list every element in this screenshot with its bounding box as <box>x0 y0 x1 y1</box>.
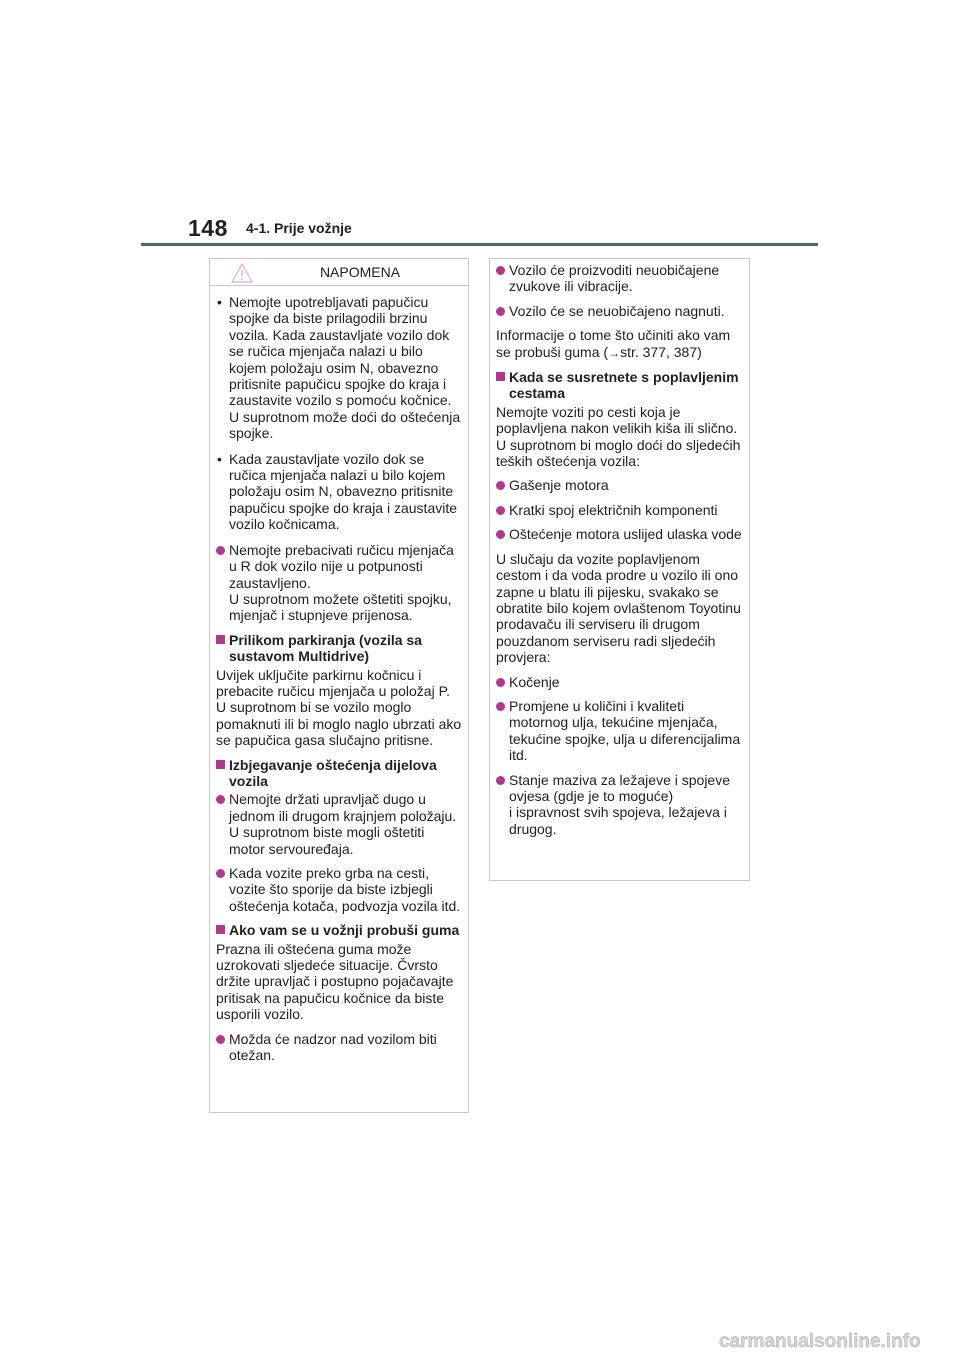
svg-text:carmanualsonline.info: carmanualsonline.info <box>719 1331 921 1352</box>
arrow-icon: → <box>608 345 621 360</box>
circle-bullet-icon <box>496 506 505 515</box>
square-bullet-icon <box>496 372 505 381</box>
watermark-logo <box>719 1330 944 1352</box>
paragraph-tire: Prazna ili oštećena guma može uzrokovati sljedeće situacije. Čvrsto držite upravljač i postupno pojačavajte pritisak na papučicu kočnice da biste usporili vozilo. <box>216 940 454 1023</box>
circle-bullet-icon <box>496 481 505 490</box>
subheading-text: Kada se susretnete s poplavljenim cestama <box>509 369 739 402</box>
circle-bullet-icon <box>216 546 225 555</box>
paragraph-parking: Uvijek uključite parkirnu kočnicu i prebacite ručicu mjenjača u položaj P. U suprotnom bi se vozilo moglo pomaknuti ili bi moglo naglo ubrzati ako se papučica gasa slučajno pritisne. <box>216 666 462 749</box>
bullet-item <box>216 791 462 857</box>
square-bullet-icon <box>216 925 225 934</box>
circle-bullet-icon <box>496 678 505 687</box>
bullet-item-text: Nemojte držati upravljač dugo u jednom ili drugom krajnjem položaju. U suprotnom biste mogli oštetiti motor servouređaja. <box>229 791 457 857</box>
bullet-item <box>216 1031 462 1064</box>
bullet-item <box>216 542 462 624</box>
square-bullet-icon <box>216 760 225 769</box>
subheading-damage <box>216 757 462 790</box>
bullet-item <box>496 477 743 493</box>
paragraph-flood: Nemojte voziti po cesti koja je poplavljena nakon velikih kiša ili slično. U suprotnom bi moglo doći do sljedećih teških oštećenja vozila: <box>496 403 741 470</box>
bullet-item <box>496 698 743 764</box>
subheading-text: Prilikom parkiranja (vozila sa sustavom Multidrive) <box>229 631 422 665</box>
info-text-before: Informacije o tome što učiniti ako vam se probuši guma ( <box>496 327 731 360</box>
bullet-item-text: Kada vozite preko grba na cesti, vozite što sporije da biste izbjegli oštećenja kotača, podvozja vozila itd. <box>229 865 461 914</box>
bullet-item <box>496 674 743 690</box>
subheading-text: Ako vam se u vožnji probuši guma <box>229 922 460 939</box>
dash-item <box>216 294 462 442</box>
bullet-item <box>216 865 462 914</box>
notice-box <box>209 258 469 1113</box>
subheading-flood <box>496 369 743 402</box>
header-rule <box>141 243 818 246</box>
bullet-item <box>496 772 743 838</box>
bullet-item-text: Možda će nadzor nad vozilom biti otežan. <box>229 1030 437 1064</box>
bullet-item <box>496 262 743 295</box>
subheading-tire <box>216 922 462 938</box>
circle-bullet-icon <box>496 266 505 275</box>
circle-bullet-icon <box>496 776 505 785</box>
bullet-item-text: Gašenje motora <box>509 477 609 494</box>
bullet-item <box>496 502 743 518</box>
notice-box-continued <box>489 258 750 881</box>
bullet-item-text: Kratki spoj električnih komponenti <box>509 501 718 518</box>
bullet-item-text: Promjene u količini i kvaliteti motornog ulja, tekućine mjenjača, tekućine spojke, ulja u diferencijalima itd. <box>509 697 741 764</box>
bullet-item-text: Vozilo će se neuobičajeno nagnuti. <box>509 302 725 319</box>
circle-bullet-icon <box>496 702 505 711</box>
notice-header <box>210 259 468 286</box>
circle-bullet-icon <box>496 530 505 539</box>
dash-item <box>216 451 462 533</box>
bullet-item-text: Nemojte prebacivati ručicu mjenjača u R dok vozilo nije u potpunosti zaustavljeno. U suprotnom možete oštetiti spojku, mjenjač i stupnjeve prijenosa. <box>229 541 454 624</box>
notice-label: NAPOMENA <box>319 264 401 280</box>
info-page-reference[interactable]: str. 377, 387) <box>620 343 702 360</box>
page-number: 148 <box>188 215 228 241</box>
dash-bullet-icon: • <box>217 450 222 467</box>
section-title: 4-1. Prije vožnje <box>246 220 352 236</box>
dash-item-text: Nemojte upotrebljavati papučicu spojke da biste prilagodili brzinu vozila. Kada zaustavljate vozilo dok se ručica mjenjača nalazi u bilo kojem položaju osim N, obavezno pritisnite papučicu spojke do kraja i zaustavite vozilo s pomoću kočnice. U suprotnom može doći do oštećenja spojke. <box>229 294 461 442</box>
square-bullet-icon <box>216 635 225 644</box>
circle-bullet-icon <box>216 1035 225 1044</box>
bullet-item <box>496 303 743 319</box>
bullet-item-text: Kočenje <box>509 673 560 690</box>
bullet-item <box>496 526 743 542</box>
bullet-item-text: Stanje maziva za ležajeve i spojeve ovjesa (gdje je to moguće) i ispravnost svih spojeva, ležajeva i drugog. <box>509 771 731 837</box>
dash-bullet-icon: • <box>217 294 222 310</box>
paragraph-check: U slučaju da vozite poplavljenom cestom i da voda prodre u vozilo ili ono zapne u blatu ili pijesku, svakako se obratite bilo kojem ovlaštenom Toyotinu prodavaču ili serviseru ili drugom pouzdanom serviseru radi sljedećih provjera: <box>496 550 741 666</box>
circle-bullet-icon <box>216 795 225 804</box>
bullet-item-text: Oštećenje motora uslijed ulaska vode <box>509 526 742 543</box>
warning-triangle-icon <box>231 263 253 286</box>
circle-bullet-icon <box>216 869 225 878</box>
circle-bullet-icon <box>496 307 505 316</box>
subheading-parking <box>216 632 462 665</box>
dash-item-text: Kada zaustavljate vozilo dok se ručica mjenjača nalazi u bilo kojem položaju osim N, obavezno pritisnite papučicu spojke do kraja i zaustavite vozilo kočnicama. <box>229 450 458 533</box>
bullet-item-text: Vozilo će proizvoditi neuobičajene zvukove ili vibracije. <box>509 262 720 295</box>
subheading-text: Izbjegavanje oštećenja dijelova vozila <box>229 756 437 789</box>
paragraph-info <box>496 327 743 361</box>
